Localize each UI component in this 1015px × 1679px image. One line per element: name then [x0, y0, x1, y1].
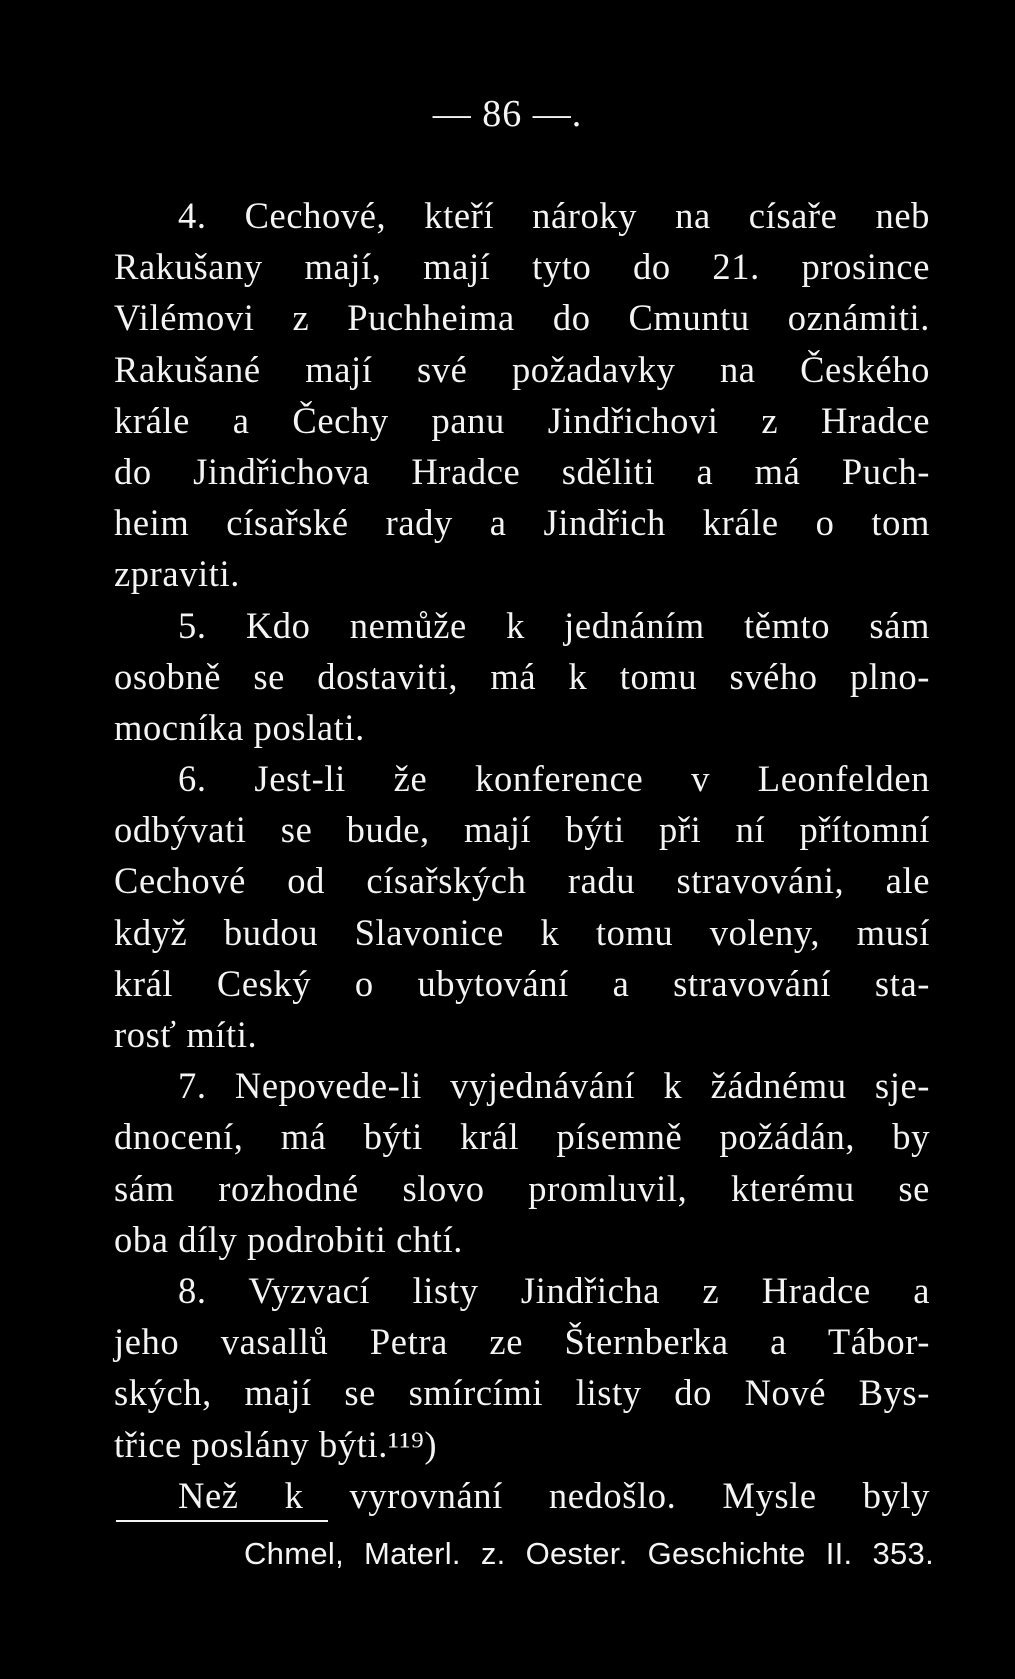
- text-line: třice poslány býti.¹¹⁹): [114, 1423, 438, 1465]
- text-line: 8. Vyzvací listy Jindřicha z Hradce a: [178, 1269, 930, 1311]
- body-text: [114, 190, 930, 1521]
- text-line: Cechové od císařských radu stravováni, ale: [114, 860, 930, 902]
- text-line: heim císařské rady a Jindřich krále o tom: [114, 502, 930, 544]
- text-line: krále a Čechy panu Jindřichovi z Hradce: [114, 399, 930, 441]
- text-line: rosť míti.: [114, 1014, 258, 1055]
- text-line: 4. Cechové, kteří nároky na císaře neb: [178, 195, 930, 236]
- text-line: dnocení, má býti král písemně požádán, by: [114, 1116, 930, 1158]
- text-line: oba díly podrobiti chtí.: [114, 1218, 463, 1260]
- text-line: 7. Nepovede-li vyjednávání k žádnému sje-: [178, 1065, 930, 1107]
- text-line: král Ceský o ubytování a stravování sta-: [114, 962, 930, 1004]
- page-number-header: — 86 —.: [432, 93, 583, 135]
- text-line: Než k vyrovnání nedošlo. Mysle byly: [178, 1474, 930, 1516]
- text-line: 6. Jest-li že konference v Leonfelden: [178, 758, 930, 800]
- text-line: Rakušané mají své požadavky na Českého: [114, 348, 930, 390]
- footnote-divider: [116, 1520, 328, 1522]
- text-line: 5. Kdo nemůže k jednáním těmto sám: [178, 604, 930, 646]
- text-line: když budou Slavonice k tomu voleny, musí: [114, 911, 930, 953]
- text-line: sám rozhodné slovo promluvil, kterému se: [114, 1167, 930, 1209]
- text-line: do Jindřichova Hradce sděliti a má Puch-: [114, 450, 930, 492]
- text-line: mocníka poslati.: [114, 706, 365, 748]
- text-line: ských, mají se smírcími listy do Nové Bys-: [114, 1372, 930, 1414]
- text-line: Vilémovi z Puchheima do Cmuntu oznámiti.: [114, 297, 930, 339]
- text-line: osobně se dostaviti, má k tomu svého plno-: [114, 655, 930, 697]
- text-line: jeho vasallů Petra ze Šternberka a Tábor-: [114, 1321, 930, 1363]
- text-line: odbývati se bude, mají býti při ní přítomní: [114, 809, 930, 851]
- text-line: Rakušany mají, mají tyto do 21. prosince: [114, 246, 930, 288]
- footnote: Chmel, Materl. z. Oester. Geschichte II. 353.: [244, 1536, 934, 1571]
- text-line: zpraviti.: [114, 553, 241, 595]
